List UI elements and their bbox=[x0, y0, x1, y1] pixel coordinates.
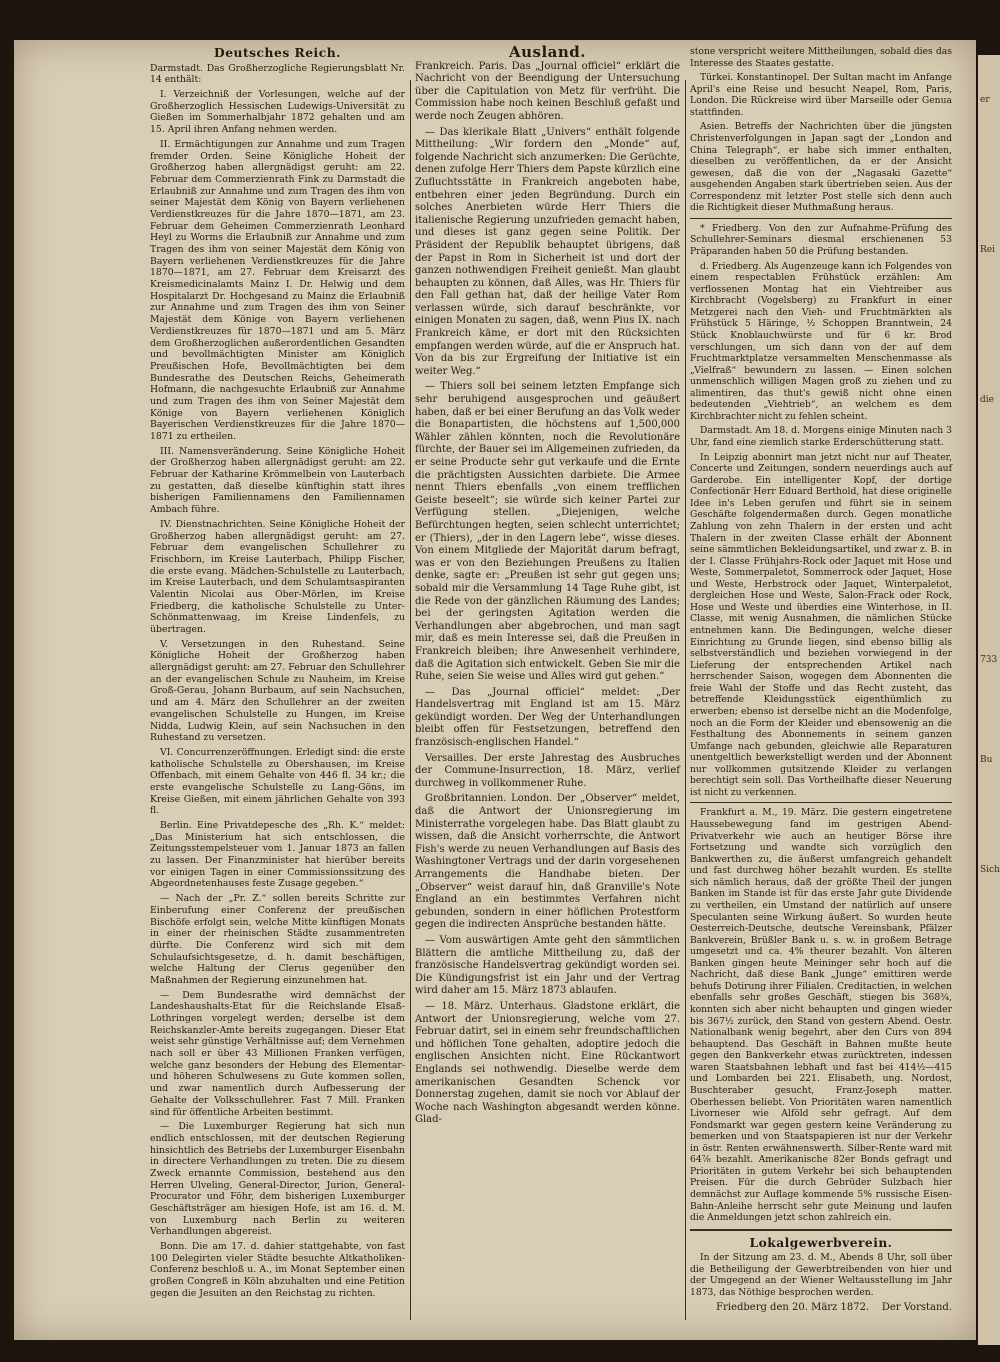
section-heading: Ausland. bbox=[508, 43, 587, 61]
article-paragraph: d. Friedberg. Als Augenzeuge kann ich Folgendes von einem respectablen Frühstück erzählen: Am verflossenen Montag hat ein Viehtreiber aus Kirchbracht (Vogelsberg) zu Frankfurt in einer Metzgerei nach den Vieh- und Fruchtmärkten als Frühstück 5 Häringe, ½ Schoppen Branntwein, 24 Stück Knoblauchwürste und für 6 kr. Brod verschlungen, um sich dann von der auf dem Fruchtmarktplatze versammelten Menschenmasse als „Vielfraß“ bewundern zu lassen. — Einen solchen unmenschlich willigen Magen groß zu ziehen und zu alimentiren, das thut's gewiß nicht ohne einen bedeutenden „Viehtrieb“, an welchem es dem Kirchbrachter nicht zu fehlen scheint. bbox=[690, 260, 952, 422]
article-paragraph: — Das „Journal officiel“ meldet: „Der Handelsvertrag mit England ist am 15. März gekündigt worden. Der Weg der Unterhandlungen bleibt offen für Festsetzungen, betreffend den französisch-englischen Handel.“ bbox=[415, 686, 680, 749]
article-paragraph: Asien. Betreffs der Nachrichten über die jüngsten Christenverfolgungen in Japan sagt der „London and China Telegraph“, er habe sich immer enthalten, dieselben zu veröffentlichen, da er der Ansicht gewesen, daß die von der „Nagasaki Gazette“ ausgehenden Angaben stark übertrieben seien. Aus der Correspondenz mit letzter Post stelle sich denn auch die Richtigkeit dieser Muthmaßung heraus. bbox=[690, 121, 952, 214]
section-divider bbox=[690, 1229, 952, 1231]
article-paragraph: Frankreich. Paris. Das „Journal officiel“ erklärt die Nachricht von der Beendigung der Untersuchung über die Capitulation von Metz für verfrüht. Die Commission habe noch keinen Beschluß gefaßt und werde noch Zeugen abhören. bbox=[415, 60, 680, 122]
article-paragraph: Frankfurt a. M., 19. März. Die gestern eingetretene Haussebewegung fand im gestrigen Abend-Privatverkehr wie auch an heutiger Börse ihre Fortsetzung und wandte sich vorzüglich den Bankwerthen zu, die äußerst umfangreich gehandelt und fast durchweg höher bezahlt wurden. Es stellte sich nämlich heraus, daß der größte Theil der jungen Banken im Stande ist für das erste Jahr gute Dividende zu vertheilen, ein Umstand der natürlich auf unsere Speculanten seine Wirkung äußert. So wurden heute Oesterreich-Deutsche, deutsche Vereinsbank, Pfälzer Bankverein, Brüßler Bank u. s. w. in großem Betrage umgesetzt und ca. 4% theurer bezahlt. Von älteren Banken gingen heute Meininger sehr hoch auf die Nachricht, daß diese Bank „Junge“ emittiren werde behufs Dotirung ihrer Filialen. Creditactien, in welchen ebenfalls sehr großes Geschäft, stiegen bis 368¾, konnten sich aber nicht behaupten und gingen wieder bis 367½ zurück, den Stand von gestern Abend. Oestr. Nationalbank wenig begehrt, aber den Curs von 894 behauptend. Das Geschäft in Bahnen mußte heute gegen den Bankverkehr etwas zurücktreten, indessen waren Staatsbahnen lebhaft und fast bei 414½—415 und Lombarden bei 221. Elisabeth, ung. Nordost, Buschteraber gesucht, Franz-Joseph matter. Oberhessen beliebt. Von Prioritäten waren namentlich Livorneser wie Alföld sehr gefragt. Auf dem Fondsmarkt war gegen gestern keine Veränderung zu bemerken und von Staatspapieren ist nur der Verkehr in östr. Renten erwähnenswerth. Silber-Rente ward mit 64⅞ bezahlt. Amerikanische 82er Bonds gefragt und Prioritäten in gutem Verkehr bei sich behauptenden Preisen. Für die durch Gebrüder Sulzbach hier demnächst zur Auflage kommende 5% russische Eisen-Bahn-Anleihe herrscht sehr gute Meinung und laufen die Anmeldungen jetzt schon zahlreich ein. bbox=[690, 807, 952, 1224]
article-paragraph: * Friedberg. Von den zur Aufnahme-Prüfung des Schullehrer-Seminars diesmal erschienenen 53 Präparanden haben 50 die Prüfung bestanden. bbox=[690, 222, 952, 257]
article-paragraph: — Dem Bundesrathe wird demnächst der Landeshaushalts-Etat für die Reichslande Elsaß-Lothringen vorgelegt werden; derselbe ist dem Reichskanzler-Amte bereits zugegangen. Dieser Etat weist sehr günstige Verhältnisse auf; dem Vernehmen nach soll er über 43 Millionen Franken verfügen, welche ganz besonders der Hebung des Elementar- und höheren Schulwesens zu Gute kommen sollen, und zwar namentlich durch Aufbesserung der Gehalte der Volksschullehrer. Fast 7 Mill. Franken sind für öffentliche Arbeiten bestimmt. bbox=[150, 989, 405, 1118]
article-paragraph: II. Ermächtigungen zur Annahme und zum Tragen fremder Orden. Seine Königliche Hoheit der Großherzog haben allergnädigst geruht: am 22. Februar dem Commerzienrath Fink zu Darmstadt die Erlaubniß zur Annahme und zum Tragen des ihm von seiner Majestät dem König von Bayern verliehenen Verdienstkreuzes für die Jahre 1870—1871, am 23. Februar dem Geheimen Commerzienrath Leonhard Heyl zu Worms die Erlaubniß zur Annahme und zum Tragen des ihm von seiner Majestät dem König von Bayern verliehenen Verdienstkreuzes für die Jahre 1870—1871, am 27. Februar dem Kreisarzt des Kreismedicinalamts Mainz I. Dr. Helwig und dem Hospitalarzt Dr. Hochgesand zu Mainz die Erlaubniß zur Annahme und zum Tragen des ihm von Seiner Majestät dem Könige von Bayern verliehenen Verdienstkreuzes für 1870—1871 und am 5. März dem Großherzoglichen außerordentlichen Gesandten und bevollmächtigten Minister am Königlich Preußischen Hofe, Bevollmächtigten bei dem Bundesrathe des Deutschen Reichs, Geheimerath Hofmann, die nachgesuchte Erlaubniß zur Annahme und zum Tragen des ihm von Seiner Majestät dem Könige von Bayern verliehenen Königlich Bayerischen Verdienstkreuzes für die Jahre 1870—1871 zu ertheilen. bbox=[150, 138, 405, 442]
article-paragraph: I. Verzeichniß der Vorlesungen, welche auf der Großherzoglich Hessischen Ludewigs-Universität zu Gießen im Sommerhalbjahr 1872 gehalten und am 15. April ihren Anfang nehmen werden. bbox=[150, 89, 405, 136]
margin-fragment: Sich bbox=[980, 865, 1000, 875]
article-paragraph: — Thiers soll bei seinem letzten Empfange sich sehr beruhigend ausgesprochen und geäußert haben, daß er bei einer Berufung an das Volk weder die Bonapartisten, die höchstens auf 1,500,000 Wähler zählen könnten, noch die Revolutionäre fürchte, der Bauer sei im Allgemeinen zufrieden, da er seine Producte sehr gut verkaufe und die Ernte die prächtigsten Aussichten darbiete. Die Armee nennt Thiers ebenfalls „von einem trefflichen Geiste beseelt“; sie würde sich keiner Partei zur Verfügung stellen. „Diejenigen, welche Befürchtungen hegten, seien schlecht unterrichtet; er (Thiers), „der in den Lagern lebe“, wisse dieses. Von einem Mitgliede der Majorität darum befragt, was er von den Beziehungen Preußens zu Italien denke, sagte er: „Preußen ist sehr gut gegen uns; sobald mir die Versammlung 14 Tage Ruhe gibt, ist die Rede von der gänzlichen Räumung des Landes; bei der geringsten Agitation werden die Verhandlungen aber abgebrochen, und man sagt mir, daß es mein Interesse sei, daß die Preußen in Frankreich bleiben; ihre Anwesenheit verhindere, daß die Agitation sich entwickelt. Geben Sie mir die Ruhe, seien Sie weise und Alles wird gut gehen.“ bbox=[415, 381, 680, 683]
article-paragraph: V. Versetzungen in den Ruhestand. Seine Königliche Hoheit der Großherzog haben allergnädigst geruht: am 27. Februar den Schullehrer an der evangelischen Schule zu Nauheim, im Kreise Groß-Gerau, Johann Burbaum, auf sein Nachsuchen, und am 4. März den Schullehrer an der zweiten evangelischen Schulstelle zu Hungen, im Kreise Nidda, Ludwig Klein, auf sein Nachsuchen in den Ruhestand zu versetzen. bbox=[150, 638, 405, 744]
article-paragraph: Großbritannien. London. Der „Observer“ meldet, daß die Antwort der Unionsregierung im Ministerrathe vorgelegen habe. Das Blatt glaubt zu wissen, daß die Ansicht vorherrschte, die Antwort Fish's werde zu neuen Verhandlungen auf Basis des Washingtoner Vertrags und der darin vorgesehenen Arrangements die Handhabe bieten. Der „Observer“ weist darauf hin, daß Granville's Note England an ein bestimmtes Verfahren nicht gebunden, sondern in einer höflichen Protestform gegen die indirecten Ansprüche bestanden hätte. bbox=[415, 793, 680, 931]
column-rule bbox=[410, 80, 411, 1320]
article-paragraph: III. Namensveränderung. Seine Königliche Hoheit der Großherzog haben allergnädigst geruht: am 22. Februar der Katharine Krömmelbein von Lauterbach zu gestatten, daß dieselbe künftighin statt ihres bisherigen Familiennamens den Familiennamen Ambach führe. bbox=[150, 445, 405, 516]
article-paragraph: Versailles. Der erste Jahrestag des Ausbruches der Commune-Insurrection, 18. März, verlief durchweg in vollkommener Ruhe. bbox=[415, 752, 680, 789]
section-heading: Lokalgewerbverein. bbox=[749, 1235, 893, 1250]
article-paragraph: IV. Dienstnachrichten. Seine Königliche Hoheit der Großherzog haben allergnädigst geruht: am 27. Februar dem evangelischen Schullehrer zu Frischborn, im Kreise Lauterbach, Philipp Fischer, die erste evang. Mädchen-Schulstelle zu Lauterbach, im Kreise Lauterbach, und dem Schulamtsaspiranten Valentin Nicolai aus Ober-Mörlen, im Kreise Friedberg, die katholische Schulstelle zu Unter-Schönmattenwaag, im Kreise Lindenfels, zu übertragen. bbox=[150, 518, 405, 635]
article-paragraph: — Nach der „Pr. Z.“ sollen bereits Schritte zur Einberufung einer Conferenz der preußischen Bischöfe erfolgt sein, welche Mitte künftigen Monats in einer der rheinischen Städte zusammentreten dürfte. Die Conferenz wird sich mit dem Schulaufsichtsgesetze, d. h. damit beschäftigen, welche Haltung der Clerus gegenüber den Maßnahmen der Regierung einzunehmen hat. bbox=[150, 893, 405, 986]
margin-fragment: die bbox=[980, 395, 994, 405]
signature-name: Der Vorstand. bbox=[881, 1301, 952, 1313]
column-ausland bbox=[415, 43, 680, 1130]
article-paragraph: Berlin. Eine Privatdepesche des „Rh. K.“ meldet: „Das Ministerium hat sich entschlossen, die Zeitungsstempelsteuer vom 1. Januar 1873 an fallen zu lassen. Der Finanzminister hat hierüber bereits vor einigen Tagen in einer Commissionssitzung des Abgeordnetenhauses feste Zusage gegeben.“ bbox=[150, 820, 405, 890]
margin-fragment: Bu bbox=[980, 755, 993, 765]
section-divider bbox=[690, 802, 952, 803]
article-paragraph: Türkei. Konstantinopel. Der Sultan macht im Anfange April's eine Reise und besucht Neapel, Rom, Paris, London. Die Rückreise wird über Marseille oder Genua stattfinden. bbox=[690, 72, 952, 118]
article-paragraph: In Leipzig abonnirt man jetzt nicht nur auf Theater, Concerte und Zeitungen, sondern neuerdings auch auf Garderobe. Ein intelligenter Kopf, der dortige Confectionär Herr Eduard Berthold, hat diese originelle Idee in's Leben gerufen und führt sie in seinem Geschäfte folgendermaßen durch. Gegen monatliche Zahlung von zehn Thalern in der ersten und acht Thalern in der zweiten Classe erhält der Abonnent seine sämmtlichen Bekleidungsartikel, und zwar z. B. in der I. Classe Frühjahrs-Rock oder Jaquet mit Hose und Weste, Sommerpaletot, Sommerrock oder Jaquet, Hose und Weste, Herbstrock oder Jaquet, Winterpaletot, dergleichen Hose und Weste, Salon-Frack oder Rock, Hose und Weste und überdies eine Winterhose, in II. Classe, mit wenig Ausnahmen, die nämlichen Stücke entnehmen kann. Die Bedingungen, welche dieser Einrichtung zu Grunde liegen, sind ebenso billig als selbstverständlich und beziehen vorwiegend in der Lieferung der entsprechenden Artikel nach herrschender Saison, wogegen dem Abonnenten die freie Wahl der Stoffe und das Recht zusteht, das betreffende Kleidungsstück eigenthümlich zu erwerben; ebenso ist derselbe nicht an die Modenfolge, noch an die Form der Kleider und ebensowenig an die Festhaltung des Abonnements in seinem ganzen Umfange nach gebunden, gleichwie alle Reparaturen unentgeltlich bewerkstelligt werden und der Abonnent nur vollkommen gutsitzende Kleider zu verlangen berechtigt sein soll. Das Vortheilhafte dieser Neuerung ist nicht zu verkennen. bbox=[690, 451, 952, 798]
article-paragraph: — Die Luxemburger Regierung hat sich nun endlich entschlossen, mit der deutschen Regierung hinsichtlich des Betriebs der Luxemburger Eisenbahn in directere Verhandlungen zu treten. Die zu diesem Zweck ernannte Commission, bestehend aus den Herren Ulveling, General-Director, Jurion, General-Procurator und Föhr, dem bisherigen Luxemburger Geschäftsträger am hiesigen Hofe, ist am 16. d. M. von Luxemburg nach Berlin zu weiteren Verhandlungen abgereist. bbox=[150, 1121, 405, 1238]
article-paragraph: Darmstadt. Am 18. d. Morgens einige Minuten nach 3 Uhr, fand eine ziemlich starke Erderschütterung statt. bbox=[690, 425, 952, 448]
margin-fragment: 733 bbox=[980, 655, 998, 665]
column-rule bbox=[685, 80, 686, 1320]
signature-line bbox=[690, 1302, 952, 1314]
margin-fragment: Rei bbox=[980, 245, 995, 255]
margin-fragment: er bbox=[980, 95, 990, 105]
signature-place-date: Friedberg den 20. März 1872. bbox=[716, 1301, 870, 1313]
article-paragraph: Darmstadt. Das Großherzogliche Regierungsblatt Nr. 14 enthält: bbox=[150, 62, 405, 86]
article-paragraph: — Das klerikale Blatt „Univers“ enthält folgende Mittheilung: „Wir fordern den „Monde“ auf, folgende Nachricht sich anzumerken: Die Gerüchte, denen zufolge Herr Thiers dem Papste kürzlich eine Zufluchtsstätte in Frankreich angeboten habe, entbehren einer jeden Begründung. Durch ein solches Anerbieten würde Herr Thiers die italienische Regierung unzufrieden gemacht haben, und dieses ist ganz gegen seine Politik. Der Präsident der Republik behauptet übrigens, daß der Papst in Rom in Sicherheit ist und dort der ganzen nothwendigen Freiheit genießt. Man glaubt behaupten zu können, daß Alles, was Hr. Thiers für den Fall gethan hat, daß der heilige Vater Rom verlassen würde, sich darauf beschränkte, vor einigen Monaten zu sagen, daß, wenn Pius IX. nach Frankreich käme, er dort mit den Rücksichten empfangen werden würde, auf die er Anspruch hat. Von da bis zur Ergreifung der Initiative ist ein weiter Weg.“ bbox=[415, 126, 680, 377]
article-paragraph: VI. Concurrenzeröffnungen. Erledigt sind: die erste katholische Schulstelle zu Obershausen, im Kreise Offenbach, mit einem Gehalte von 446 fl. 34 kr.; die erste evangelische Schulstelle zu Lang-Göns, im Kreise Gießen, mit einem jährlichen Gehalte von 393 fl. bbox=[150, 746, 405, 817]
adjacent-page-strip bbox=[978, 55, 1000, 1345]
article-paragraph: Bonn. Die am 17. d. dahier stattgehabte, von fast 100 Delegirten vieler Städte besuchte Altkatholiken-Conferenz beschloß u. A., im Monat September einen großen Congreß in Köln abzuhalten und eine Petition gegen die Jesuiten an den Reichstag zu richten. bbox=[150, 1241, 405, 1299]
section-heading: Deutsches Reich. bbox=[214, 45, 341, 60]
column-news-and-local bbox=[690, 46, 952, 1313]
article-paragraph: — 18. März. Unterhaus. Gladstone erklärt, die Antwort der Unionsregierung, welche vom 27. Februar datirt, sei in einem sehr freundschaftlichen und höflichen Tone gehalten, adoptire jedoch die englischen Ansichten nicht. Eine Rückantwort Englands sei nothwendig. Dieselbe werde dem amerikanischen Gesandten Schenck vor Donnerstag zugehen, damit sie noch vor Ablauf der Woche nach Washington abgesandt werden könne. Glad- bbox=[415, 1000, 680, 1126]
article-paragraph: — Vom auswärtigen Amte geht den sämmtlichen Blättern die amtliche Mittheilung zu, daß der französische Handelsvertrag gekündigt worden sei. Die Kündigungsfrist ist ein Jahr und der Vertrag wird daher am 15. März 1873 ablaufen. bbox=[415, 934, 680, 997]
article-paragraph: In der Sitzung am 23. d. M., Abends 8 Uhr, soll über die Betheiligung der Gewerbtreibenden von hier und der Umgegend an der Wiener Weltausstellung im Jahr 1873, das Nöthige besprochen werden. bbox=[690, 1252, 952, 1298]
article-paragraph: stone verspricht weitere Mittheilungen, sobald dies das Interesse des Staates gestatte. bbox=[690, 46, 952, 69]
column-deutsches-reich bbox=[150, 46, 405, 1303]
section-divider bbox=[690, 218, 952, 219]
